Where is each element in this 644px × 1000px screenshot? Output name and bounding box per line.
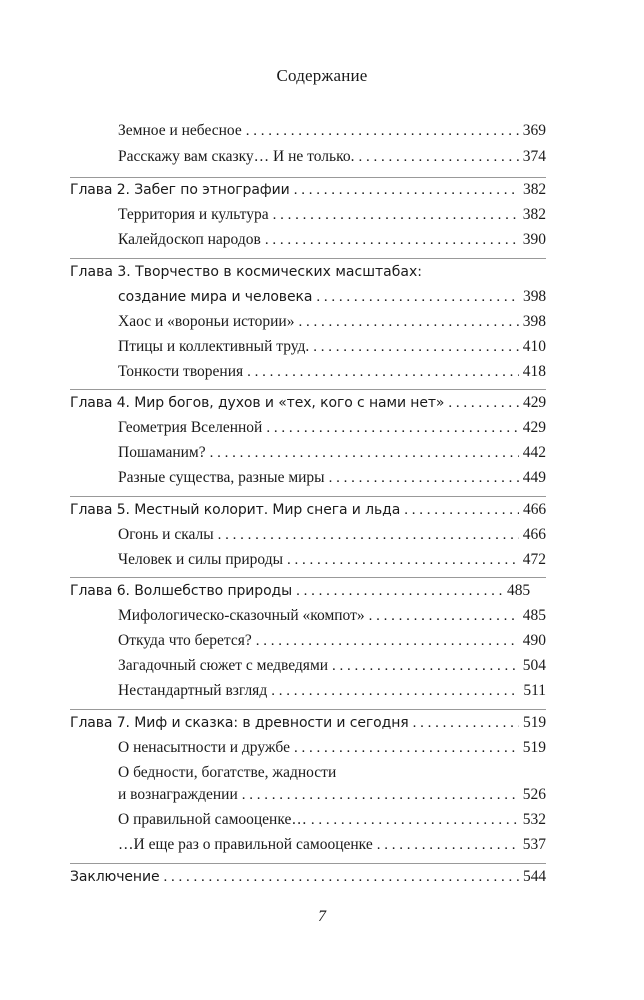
dot-leader bbox=[294, 180, 519, 200]
dot-leader bbox=[273, 205, 519, 225]
toc-entry-label: О правильной самооценке… bbox=[118, 811, 307, 828]
toc-entry-label: Птицы и коллективный труд. bbox=[118, 338, 310, 355]
toc-entry-label: Калейдоскоп народов bbox=[118, 231, 261, 248]
toc-entry-label: Пошаманим? bbox=[118, 444, 206, 461]
toc-entry-page: 490 bbox=[522, 632, 546, 649]
toc-entry-label: Нестандартный взгляд bbox=[118, 682, 268, 699]
toc-entry-label: Загадочный сюжет с медведями bbox=[118, 657, 329, 674]
page-title: Содержание bbox=[276, 66, 368, 85]
toc-entry[interactable] bbox=[118, 606, 546, 626]
toc-entry[interactable] bbox=[118, 418, 546, 438]
toc-entry-page: 526 bbox=[522, 786, 546, 803]
toc-chapter-label: Глава 2. Забег по этнографии bbox=[70, 182, 290, 198]
dot-leader bbox=[296, 581, 503, 601]
toc-chapter-page: 398 bbox=[523, 288, 546, 305]
toc-entry-page: 449 bbox=[522, 469, 546, 486]
dot-leader bbox=[164, 867, 520, 887]
toc-entry-page: 511 bbox=[523, 682, 546, 699]
toc-chapter[interactable] bbox=[70, 867, 546, 887]
section-divider bbox=[70, 258, 546, 259]
dot-leader bbox=[332, 656, 519, 676]
toc-entry-label: Мифологическо-сказочный «компот» bbox=[118, 607, 365, 624]
toc-entry-page: 532 bbox=[522, 811, 546, 828]
dot-leader bbox=[377, 835, 519, 855]
toc-entry-label: Земное и небесное bbox=[118, 122, 242, 139]
toc-entry-label-line1[interactable]: О бедности, богатстве, жадности bbox=[118, 764, 337, 781]
section-divider bbox=[70, 496, 546, 497]
toc-chapter[interactable] bbox=[70, 500, 546, 520]
dot-leader bbox=[311, 810, 519, 830]
toc-chapter-page: 466 bbox=[523, 501, 546, 518]
toc-entry[interactable] bbox=[118, 205, 546, 225]
dot-leader bbox=[256, 631, 519, 651]
toc-chapter-page: 485 bbox=[507, 582, 530, 599]
toc-entry[interactable] bbox=[118, 362, 546, 382]
toc-entry-label: Огонь и скалы bbox=[118, 526, 214, 543]
toc-entry-page: 390 bbox=[522, 231, 546, 248]
toc-entry-label: Тонкости творения bbox=[118, 363, 244, 380]
toc-entry[interactable] bbox=[118, 738, 546, 758]
toc-entry-page: 429 bbox=[522, 419, 546, 436]
toc-entry[interactable] bbox=[118, 681, 546, 701]
page-number: 7 bbox=[318, 908, 326, 925]
toc-chapter[interactable] bbox=[70, 581, 530, 601]
toc-chapter[interactable] bbox=[70, 713, 546, 733]
toc-entry-label: …И еще раз о правильной самооценке bbox=[118, 836, 373, 853]
toc-entry[interactable] bbox=[118, 631, 546, 651]
toc-chapter-page: 429 bbox=[523, 394, 546, 411]
dot-leader bbox=[210, 443, 519, 463]
toc-chapter-label: Заключение bbox=[70, 869, 160, 885]
toc-entry-label: Откуда что берется? bbox=[118, 632, 252, 649]
toc-chapter-page: 382 bbox=[523, 181, 546, 198]
toc-entry[interactable] bbox=[118, 525, 546, 545]
section-divider bbox=[70, 709, 546, 710]
dot-leader bbox=[218, 525, 519, 545]
toc-entry-label: О ненасытности и дружбе bbox=[118, 739, 290, 756]
toc-entry-page: 374 bbox=[522, 148, 546, 165]
section-divider bbox=[70, 177, 546, 178]
toc-chapter-label-line2: создание мира и человека bbox=[118, 289, 313, 305]
section-divider bbox=[70, 389, 546, 390]
toc-entry-page: 519 bbox=[522, 739, 546, 756]
toc-entry-page: 472 bbox=[522, 551, 546, 568]
dot-leader bbox=[316, 287, 519, 307]
toc-entry[interactable] bbox=[118, 443, 546, 463]
dot-leader bbox=[266, 418, 518, 438]
section-divider bbox=[70, 863, 546, 864]
toc-chapter[interactable] bbox=[118, 287, 546, 307]
toc-entry[interactable] bbox=[118, 230, 546, 250]
toc-chapter[interactable] bbox=[70, 180, 546, 200]
toc-chapter-label: Глава 4. Мир богов, духов и «тех, кого с нами нет» bbox=[70, 395, 445, 411]
dot-leader bbox=[287, 550, 519, 570]
dot-leader bbox=[242, 785, 519, 805]
toc-entry-page: 442 bbox=[522, 444, 546, 461]
toc-entry-label-line2: и вознаграждении bbox=[118, 786, 238, 803]
toc-entry[interactable] bbox=[118, 785, 546, 805]
dot-leader bbox=[329, 468, 519, 488]
dot-leader bbox=[358, 147, 518, 167]
toc-entry-label: Человек и силы природы bbox=[118, 551, 284, 568]
toc-entry[interactable] bbox=[118, 337, 546, 357]
toc-chapter-label-line1[interactable]: Глава 3. Творчество в космических масштабах: bbox=[70, 264, 422, 280]
toc-entry[interactable] bbox=[118, 468, 546, 488]
toc-chapter[interactable] bbox=[70, 393, 546, 413]
toc-entry-label: Расскажу вам сказку… И не только. bbox=[118, 148, 355, 165]
dot-leader bbox=[413, 713, 519, 733]
toc-entry-label: Геометрия Вселенной bbox=[118, 419, 263, 436]
toc-entry[interactable] bbox=[118, 810, 546, 830]
toc-chapter-page: 519 bbox=[523, 714, 546, 731]
toc-chapter-label: Глава 7. Миф и сказка: в древности и сегодня bbox=[70, 715, 409, 731]
toc-entry[interactable] bbox=[118, 121, 546, 141]
toc-entry-page: 466 bbox=[522, 526, 546, 543]
toc-entry[interactable] bbox=[118, 656, 546, 676]
toc-entry-label: Разные существа, разные миры bbox=[118, 469, 325, 486]
dot-leader bbox=[448, 393, 519, 413]
toc-entry-label: Хаос и «вороньи истории» bbox=[118, 313, 295, 330]
toc-chapter-page: 544 bbox=[523, 868, 546, 885]
section-divider bbox=[70, 577, 546, 578]
toc-chapter-label: Глава 6. Волшебство природы bbox=[70, 583, 293, 599]
dot-leader bbox=[247, 362, 519, 382]
dot-leader bbox=[265, 230, 519, 250]
toc-entry-page: 418 bbox=[522, 363, 546, 380]
toc-entry-page: 410 bbox=[522, 338, 546, 355]
toc-entry-page: 537 bbox=[522, 836, 546, 853]
toc-entry-page: 398 bbox=[522, 313, 546, 330]
toc-entry-page: 504 bbox=[522, 657, 546, 674]
dot-leader bbox=[298, 312, 518, 332]
dot-leader bbox=[246, 121, 519, 141]
toc-entry-page: 382 bbox=[522, 206, 546, 223]
toc-entry-label: Территория и культура bbox=[118, 206, 269, 223]
toc-entry-page: 485 bbox=[522, 607, 546, 624]
toc-entry-page: 369 bbox=[522, 122, 546, 139]
dot-leader bbox=[294, 738, 519, 758]
dot-leader bbox=[369, 606, 519, 626]
dot-leader bbox=[313, 337, 518, 357]
dot-leader bbox=[271, 681, 519, 701]
toc-chapter-label: Глава 5. Местный колорит. Мир снега и льда bbox=[70, 502, 401, 518]
dot-leader bbox=[404, 500, 519, 520]
toc-entry[interactable] bbox=[118, 835, 546, 855]
toc-entry[interactable] bbox=[118, 550, 546, 570]
toc-entry[interactable] bbox=[118, 147, 546, 167]
toc-entry[interactable] bbox=[118, 312, 546, 332]
